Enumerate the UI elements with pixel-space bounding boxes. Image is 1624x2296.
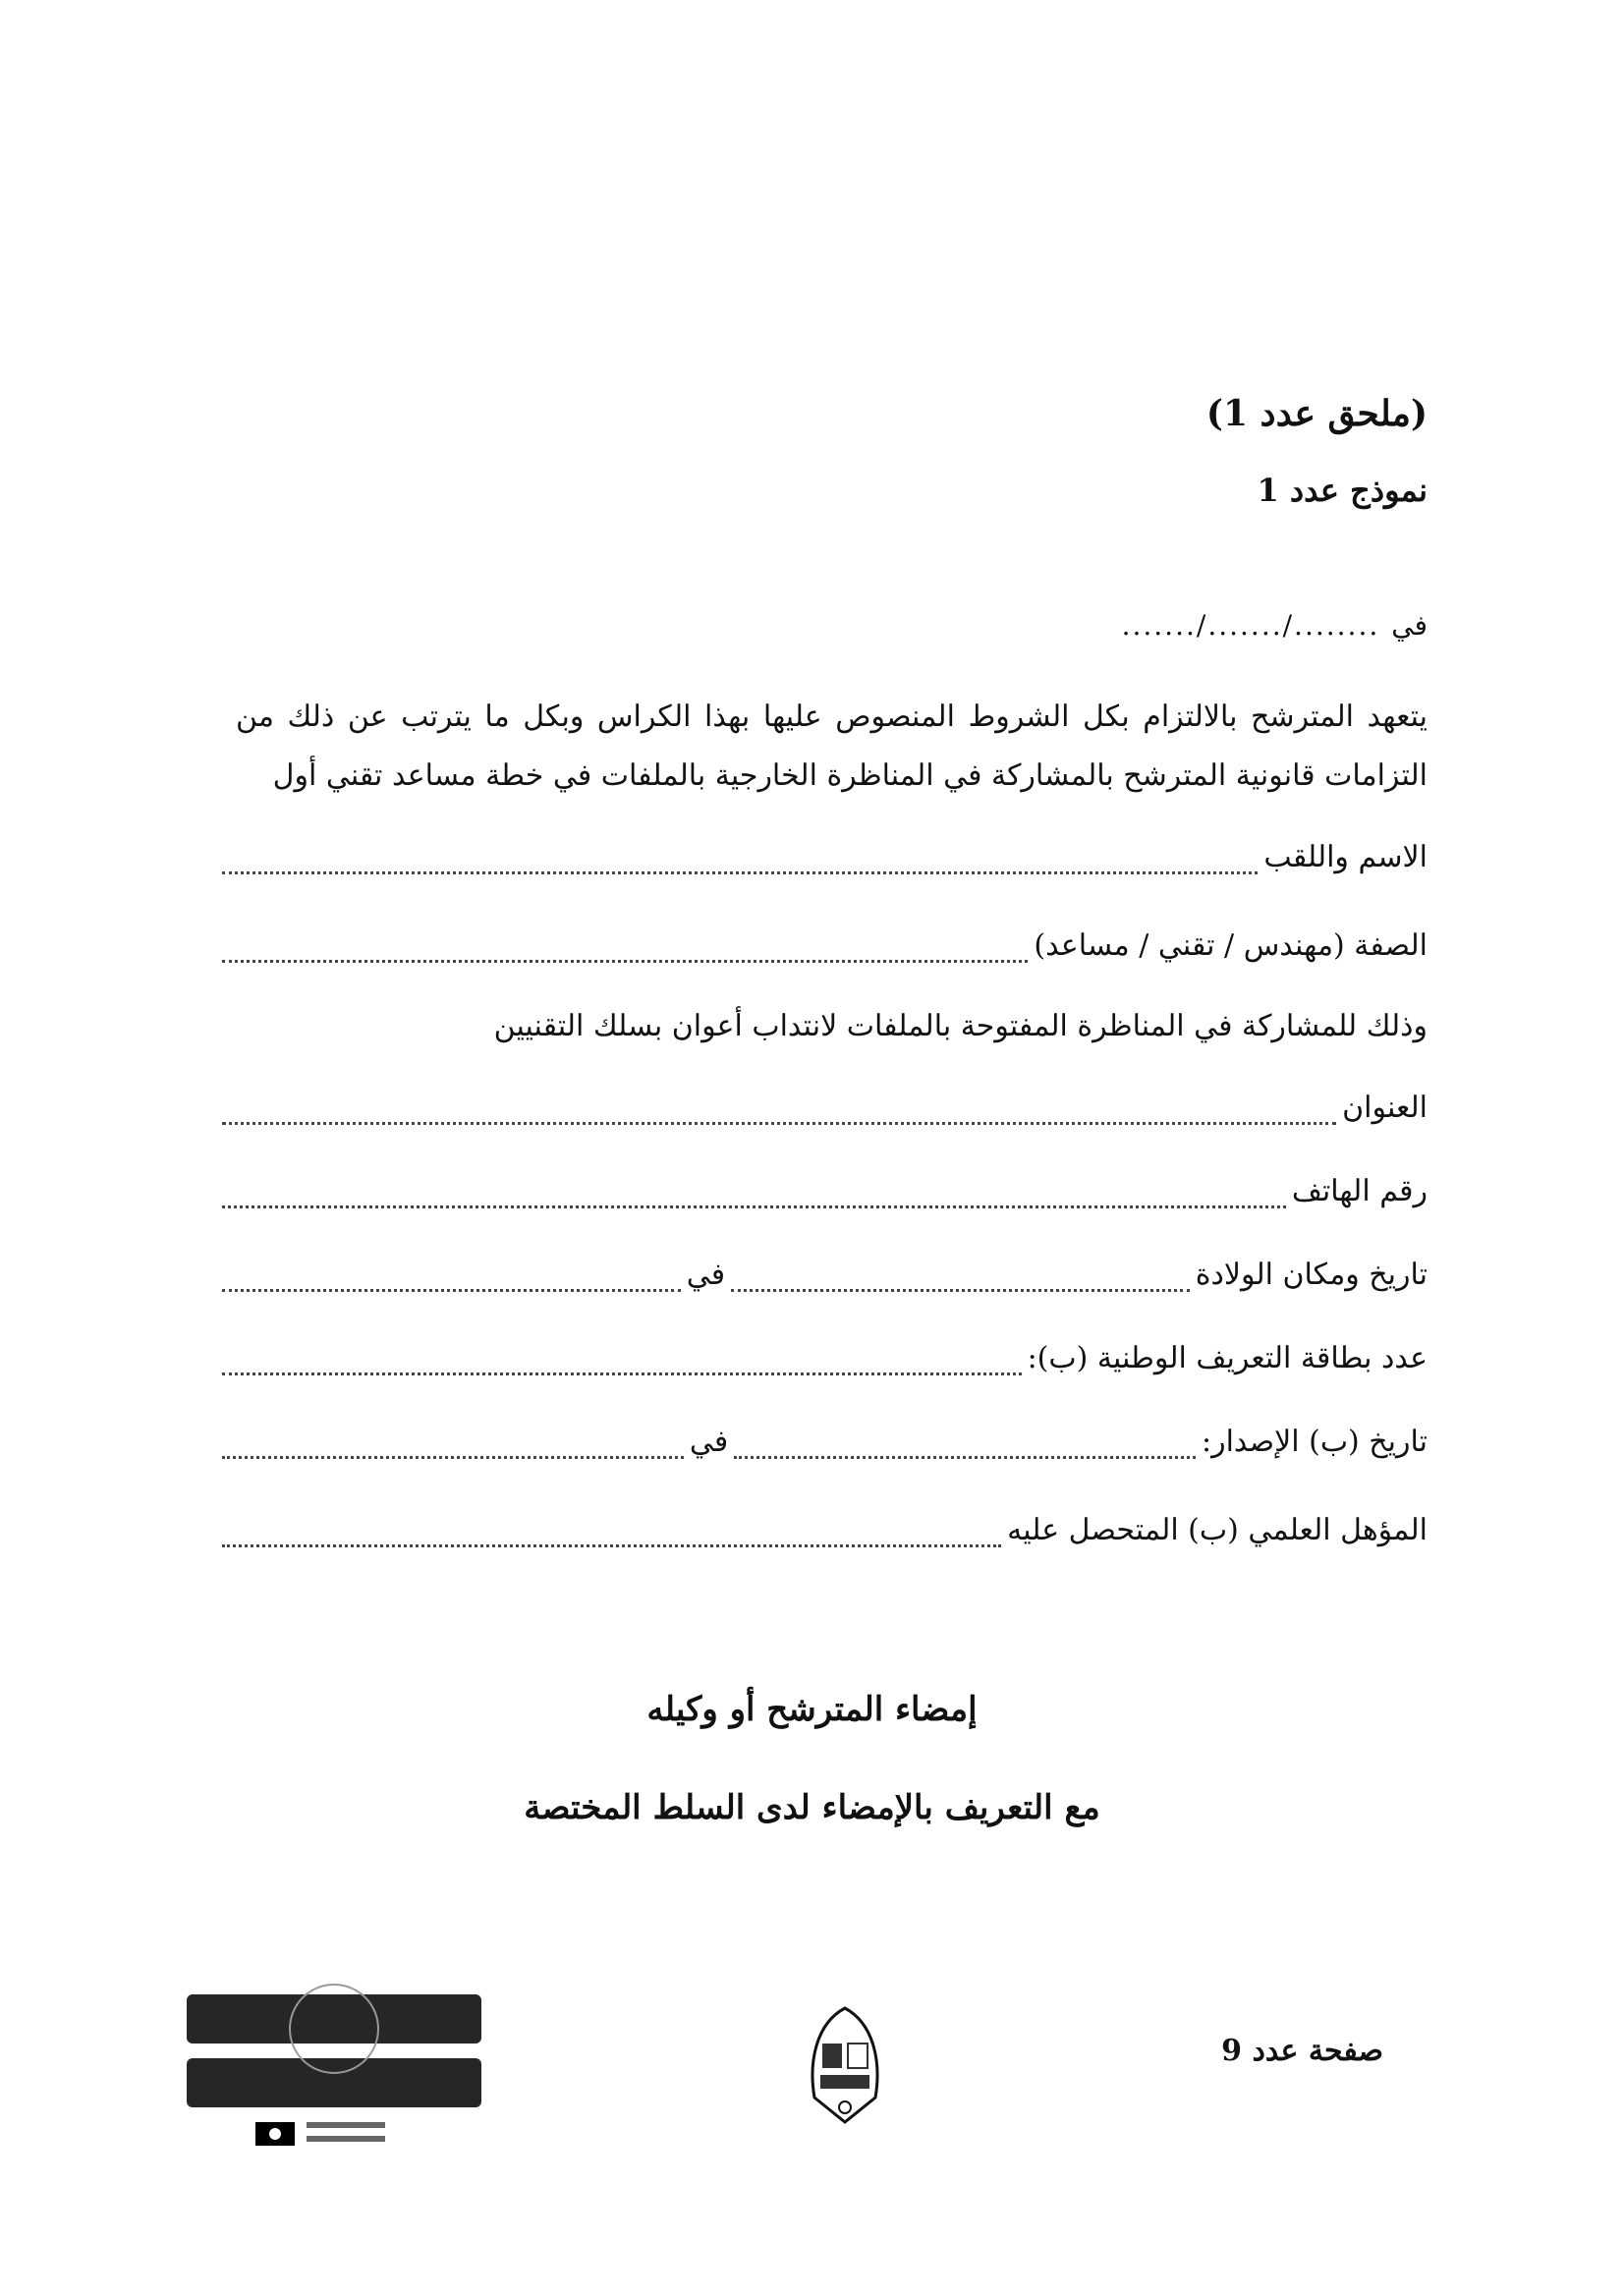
- field-label: الاسم واللقب: [1263, 840, 1428, 874]
- field-label: العنوان: [1342, 1091, 1428, 1125]
- fill-line[interactable]: [222, 1351, 1022, 1375]
- paragraph-1: يتعهد المترشح بالالتزام بكل الشروط المنصوص عليها بهذا الكراس وبكل ما يترتب عن ذلك من التزامات قانونية: [236, 700, 1428, 793]
- form-subtitle: نموذج عدد 1: [1257, 472, 1428, 509]
- paragraph-2: المترشح بالمشاركة في المناظرة الخارجية بالملفات في خطة مساعد تقني أول: [272, 758, 1227, 793]
- field-mid-label: في: [689, 1425, 729, 1459]
- closing-line-1: إمضاء المترشح أو وكيله: [646, 1690, 978, 1729]
- field-label: تاريخ ومكان الولادة: [1195, 1258, 1428, 1292]
- field-row-title[interactable]: [216, 928, 1428, 963]
- annex-title: (ملحق عدد 1): [1205, 393, 1428, 434]
- field-row-phone[interactable]: [216, 1174, 1428, 1208]
- fill-line[interactable]: [222, 1100, 1336, 1125]
- field-label: رقم الهاتف: [1291, 1174, 1428, 1208]
- field-label: عدد بطاقة التعريف الوطنية (ب):: [1027, 1341, 1428, 1375]
- field-label: المؤهل العلمي (ب) المتحصل عليه: [1007, 1513, 1428, 1547]
- emblem-icon: [801, 2004, 889, 2132]
- fill-line[interactable]: [731, 1267, 1190, 1292]
- closing-line-2: مع التعريف بالإمضاء لدى السلط المختصة: [524, 1788, 1100, 1827]
- fill-line[interactable]: [222, 850, 1258, 874]
- page-number: صفحة عدد 9: [1221, 2034, 1383, 2068]
- field-row-birth[interactable]: [216, 1258, 1428, 1292]
- intro-paragraph: [236, 688, 1428, 806]
- fill-line[interactable]: [222, 1267, 681, 1292]
- field-label: تاريخ (ب) الإصدار:: [1201, 1425, 1428, 1459]
- fill-line[interactable]: [222, 1184, 1286, 1208]
- field-row-name[interactable]: [216, 840, 1428, 874]
- field-row-degree[interactable]: [216, 1513, 1428, 1547]
- field-mid-label: في: [686, 1258, 726, 1292]
- paragraph-3: وذلك للمشاركة في المناظرة المفتوحة بالملفات لانتداب أعوان بسلك التقنيين: [493, 1009, 1428, 1043]
- date-line: [1002, 609, 1428, 642]
- date-label: في: [1391, 609, 1428, 642]
- fill-line[interactable]: [222, 938, 1028, 963]
- fill-line[interactable]: [222, 1434, 684, 1459]
- field-label: الصفة (مهندس / تقني / مساعد): [1034, 928, 1428, 963]
- fill-line[interactable]: [222, 1523, 1001, 1547]
- ministry-logo: [187, 1975, 491, 2152]
- field-row-address[interactable]: [216, 1091, 1428, 1125]
- date-dots: ......../......./.......: [1121, 609, 1380, 642]
- fill-line[interactable]: [734, 1434, 1196, 1459]
- field-row-issue-date[interactable]: [216, 1425, 1428, 1459]
- field-row-id[interactable]: [216, 1341, 1428, 1375]
